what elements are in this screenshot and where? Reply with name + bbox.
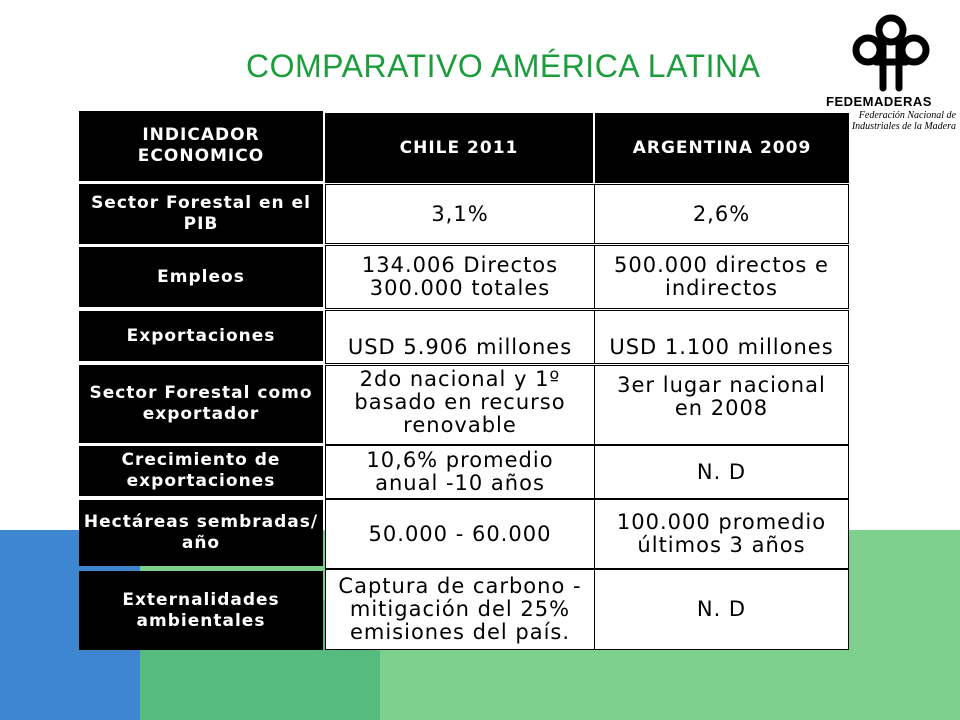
header-indicator: INDICADOR ECONOMICO	[79, 111, 323, 181]
row-crecimiento-chile: 10,6% promedio anual -10 años	[325, 445, 595, 499]
row-externalidades-label: Externalidades ambientales	[79, 571, 323, 650]
row-exportador-argentina: 3er lugar nacional en 2008	[594, 365, 849, 445]
header-chile: CHILE 2011	[325, 113, 593, 183]
row-hectareas-chile: 50.000 - 60.000	[325, 499, 595, 569]
tree-logo-icon	[850, 14, 932, 92]
row-exportaciones-chile: USD 5.906 millones	[325, 310, 595, 364]
row-exportaciones-argentina: USD 1.100 millones	[594, 310, 849, 364]
row-externalidades-chile: Captura de carbono -mitigación del 25% emisiones del país.	[325, 569, 595, 650]
logo-subtitle-line2: Industriales de la Madera	[851, 121, 956, 132]
row-exportaciones-label: Exportaciones	[79, 311, 323, 361]
row-hectareas-argentina: 100.000 promedio últimos 3 años	[594, 499, 849, 569]
row-crecimiento-argentina: N. D	[594, 445, 849, 499]
row-externalidades-argentina: N. D	[594, 569, 849, 650]
row-crecimiento-label: Crecimiento de exportaciones	[79, 446, 323, 496]
row-hectareas-label: Hectáreas sembradas/ año	[79, 500, 323, 566]
row-exportador-chile: 2do nacional y 1º basado en recurso renovable	[325, 365, 595, 445]
row-pib-argentina: 2,6%	[594, 184, 849, 244]
row-pib-chile: 3,1%	[325, 184, 595, 244]
comparison-table	[79, 111, 849, 650]
row-empleos-argentina: 500.000 directos e indirectos	[594, 245, 849, 309]
header-argentina: ARGENTINA 2009	[595, 113, 849, 183]
row-pib-label: Sector Forestal en el PIB	[79, 184, 323, 244]
row-empleos-chile: 134.006 Directos 300.000 totales	[325, 245, 595, 309]
row-empleos-label: Empleos	[79, 247, 323, 307]
row-exportador-label: Sector Forestal como exportador	[79, 365, 323, 443]
logo-name: FEDEMADERAS	[826, 94, 932, 109]
slide-title: COMPARATIVO AMÉRICA LATINA	[246, 48, 761, 84]
logo-subtitle-line1: Federación Nacional de	[858, 110, 956, 121]
